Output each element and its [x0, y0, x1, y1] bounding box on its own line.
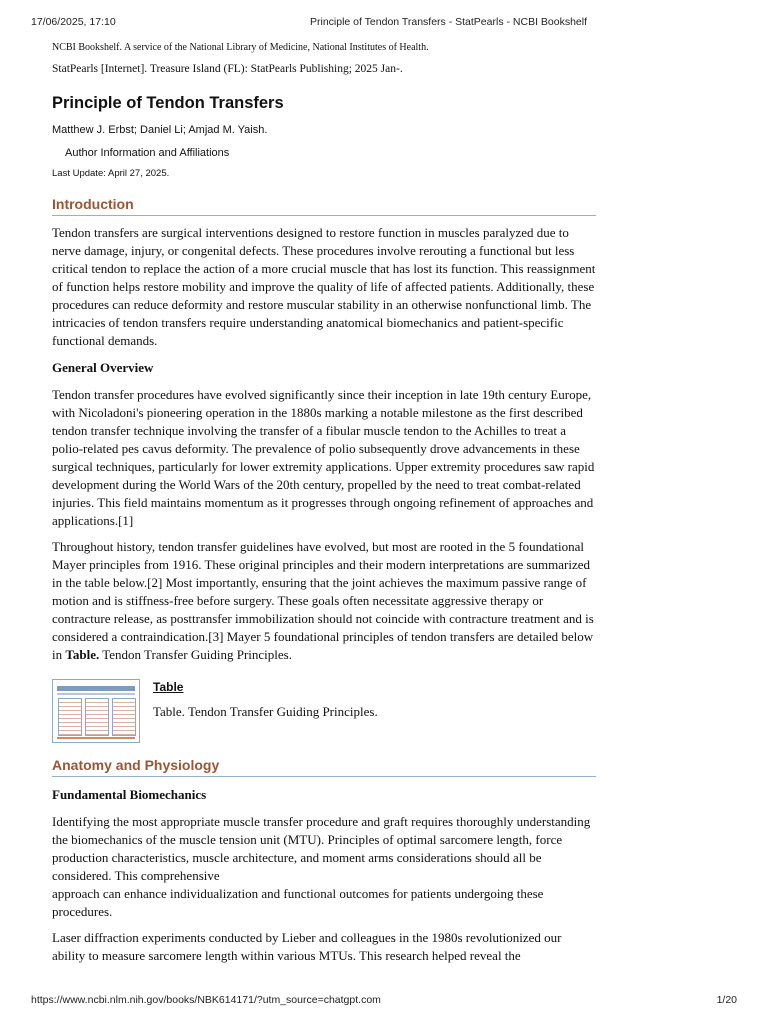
subheading-general-overview: General Overview: [52, 360, 154, 375]
bookshelf-notice: NCBI Bookshelf. A service of the National Library of Medicine, National Institutes of Health.: [52, 42, 429, 53]
print-url: https://www.ncbi.nlm.nih.gov/books/NBK614171/?utm_source=chatgpt.com: [31, 994, 381, 1006]
table-link[interactable]: Table: [153, 680, 184, 694]
intro-paragraph-3: [52, 538, 596, 664]
author-affiliations-toggle[interactable]: Author Information and Affiliations: [65, 147, 230, 159]
anatomy-paragraph-2: Laser diffraction experiments conducted by Lieber and colleagues in the 1980s revolutionized our ability to measure sarcomere length within various MTUs. This research helped reveal the: [52, 930, 562, 963]
table-figure-block: [52, 679, 596, 743]
article-content: [52, 42, 596, 965]
anatomy-paragraph-1-a: Identifying the most appropriate muscle transfer procedure and graft requires thoroughly understanding the biomechanics of the muscle tension unit (MTU). Principles of optimal sarcomere length, force production characteristics, muscle architecture, and moment arms considerations should all be considered. This comprehensive: [52, 814, 591, 883]
print-header: [0, 16, 768, 32]
citation: StatPearls [Internet]. Treasure Island (FL): StatPearls Publishing; 2025 Jan-.: [52, 63, 403, 75]
table-caption: Table. Tendon Transfer Guiding Principles.: [153, 704, 378, 719]
intro-paragraph-2: Tendon transfer procedures have evolved significantly since their inception in late 19th century Europe, with Nicoladoni's pioneering operation in the 1880s marking a notable milestone as the first described tendon transfer technique involving the transfer of a fibular muscle tendon to the Achilles to treat a polio-related pes cavus deformity. The prevalence of polio subsequently drove advancements in these surgical techniques, particularly for lower extremity applications. Upper extremity procedures saw rapid development during the World Wars of the 20th century, propelled by the need to treat combat-related injuries. This field maintains momentum as it progresses through ongoing refinement of approaches and applications.[1]: [52, 387, 595, 528]
table-reference-bold: Table.: [65, 647, 100, 662]
section-heading-anatomy-physiology: Anatomy and Physiology: [52, 756, 596, 777]
print-footer: [0, 994, 768, 1010]
print-page-number: 1/20: [716, 994, 737, 1006]
anatomy-paragraph-1-b: approach can enhance individualization and functional outcomes for patients undergoing these procedures.: [52, 886, 544, 919]
print-page-title: Principle of Tendon Transfers - StatPearls - NCBI Bookshelf: [310, 16, 588, 28]
intro-paragraph-1: Tendon transfers are surgical interventions designed to restore function in muscles paralyzed due to nerve damage, injury, or congenital defects. These procedures involve rerouting a functional but less critical tendon to replace the action of a more crucial muscle that has lost its function. This reassignment of function helps restore mobility and improve the quality of life of affected patients. Additionally, these procedures can reduce deformity and restore muscular stability in an otherwise nonfunctional limb. The intricacies of tendon transfers require understanding anatomical biomechanics and patient-specific functional demands.: [52, 225, 596, 348]
intro-paragraph-3-text: Throughout history, tendon transfer guidelines have evolved, but most are rooted in the 5 foundational Mayer principles from 1916. These original principles and their modern interpretations are summarized in the table below.[2] Most importantly, ensuring that the joint achieves the maximum passive range of motion and is stiffness-free before surgery. These goals often necessitate aggressive therapy or contracture release, as posttransfer immobilization should not coincide with contracture treatment and is considered a contraindication.[3] Mayer 5 foundational principles of tendon transfers are detailed below in: [52, 539, 594, 662]
authors: Matthew J. Erbst; Daniel Li; Amjad M. Yaish.: [52, 124, 268, 136]
page-title: Principle of Tendon Transfers: [52, 94, 284, 112]
anatomy-paragraph-1: [52, 813, 596, 921]
intro-paragraph-3-tail: Tendon Transfer Guiding Principles.: [99, 647, 292, 662]
section-heading-introduction: Introduction: [52, 195, 596, 216]
table-thumbnail[interactable]: [52, 679, 140, 743]
print-datetime: 17/06/2025, 17:10: [31, 16, 116, 28]
last-update: Last Update: April 27, 2025.: [52, 168, 170, 179]
subheading-fundamental-biomechanics: Fundamental Biomechanics: [52, 787, 207, 802]
